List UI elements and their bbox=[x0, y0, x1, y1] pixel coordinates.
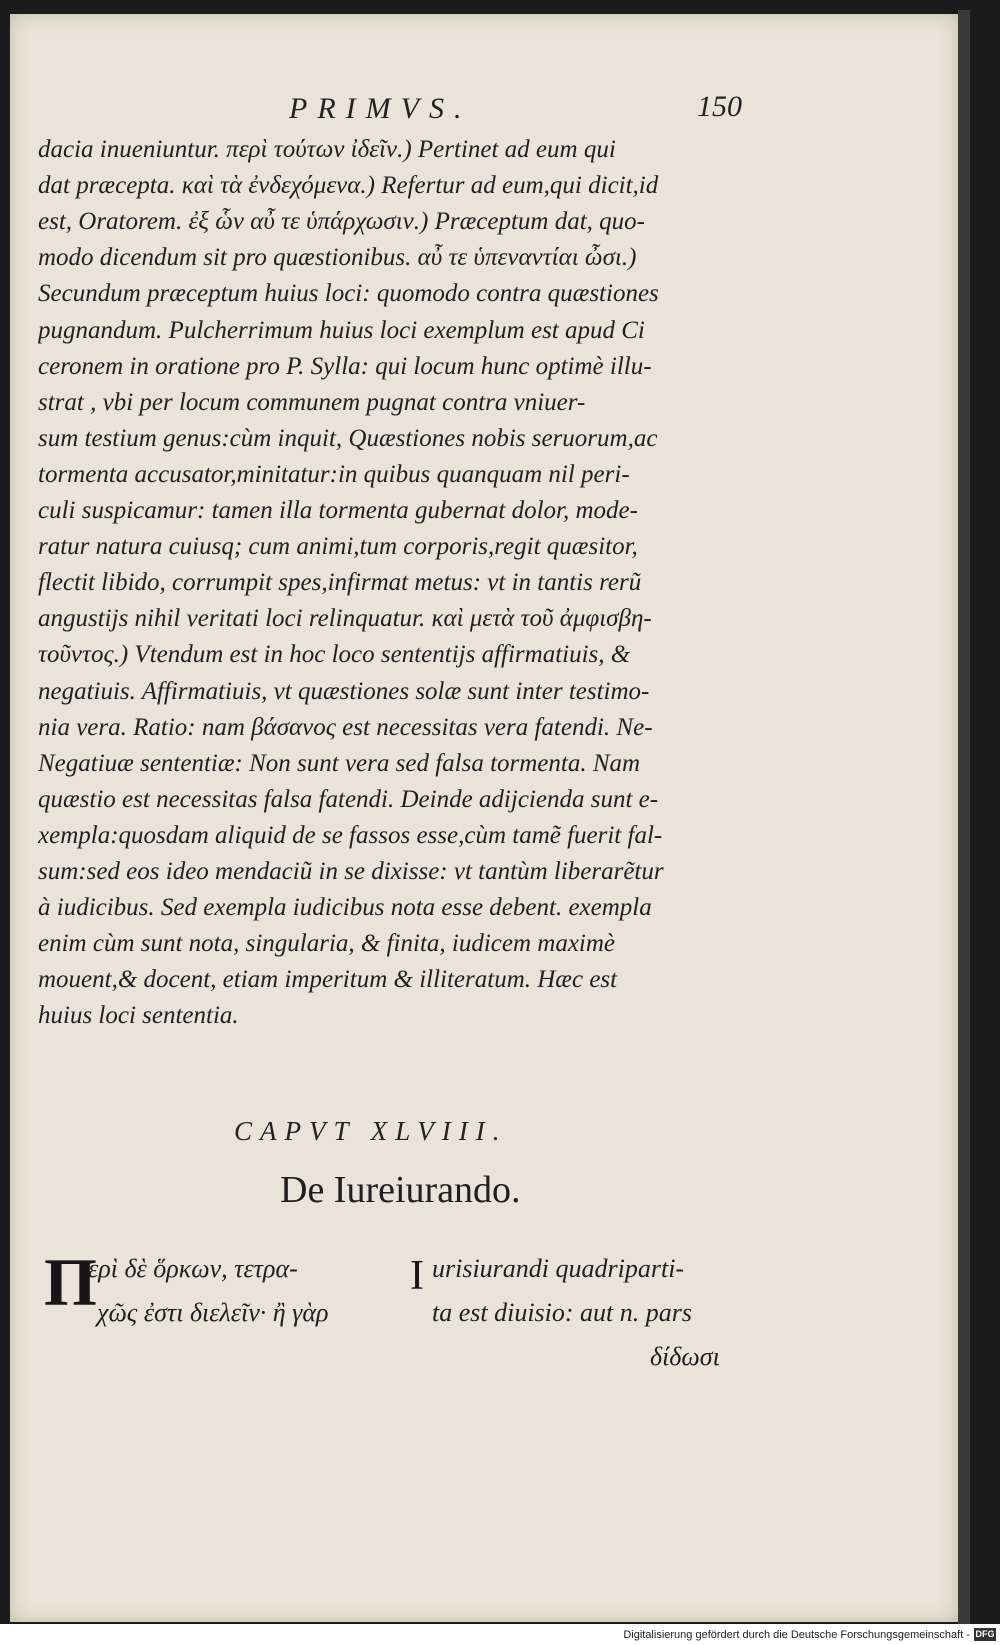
body-line: Negatiuæ sententiæ: Non sunt vera sed falsa tormenta. Nam bbox=[38, 749, 641, 777]
body-line: dat præcepta. καὶ τὰ ἐνδεχόμενα.) Refertur ad eum,qui dicit,id bbox=[38, 172, 659, 200]
greek-line: χῶς ἐστι διελεῖν· ἢ γὰρ bbox=[97, 1298, 329, 1327]
body-line: à iudicibus. Sed exempla iudicibus nota esse debent. exempla bbox=[38, 894, 652, 922]
dfg-logo: DFG bbox=[975, 1629, 995, 1639]
body-line: enim cùm sunt nota, singularia, & finita, iudicem maximè bbox=[38, 930, 616, 958]
greek-line: ερὶ δὲ ὅρκων, τετρα- bbox=[88, 1254, 298, 1283]
body-line: angustijs nihil veritati loci relinquatur. καὶ μετὰ τοῦ ἀμφισβη- bbox=[38, 605, 652, 633]
body-line: modo dicendum sit pro quæstionibus. αὖ τε ὑπεναντίαι ὦσι.) bbox=[38, 244, 637, 272]
body-line: sum:sed eos ideo mendaciũ in se dixisse: vt tantùm liberarẽtur bbox=[38, 858, 664, 885]
body-line: nia vera. Ratio: nam βάσανος est necessitas vera fatendi. Ne- bbox=[38, 713, 653, 741]
body-line: est, Oratorem. ἐξ ὧν αὖ τε ὑπάρχωσιν.) Præceptum dat, quo- bbox=[38, 208, 645, 236]
page-edge bbox=[958, 10, 970, 1624]
body-line: quæstio est necessitas falsa fatendi. Deinde adijcienda sunt e- bbox=[38, 785, 659, 813]
page-number: 150 bbox=[697, 90, 742, 123]
body-line: tormenta accusator,minitatur:in quibus quanquam nil peri- bbox=[38, 460, 630, 488]
digitization-credit: Digitalisierung gefördert durch die Deutsche Forschungsgemeinschaft - bbox=[623, 1629, 970, 1641]
body-line: huius loci sententia. bbox=[38, 1002, 239, 1030]
body-line: negatiuis. Affirmatiuis, vt quæstiones solæ sunt inter testimo- bbox=[38, 677, 650, 705]
latin-line: ta est diuisio: aut n. pars bbox=[432, 1298, 693, 1327]
body-line: culi suspicamur: tamen illa tormenta gubernat dolor, mode- bbox=[38, 497, 638, 524]
body-line: τοῦντος.) Vtendum est in hoc loco sententijs affirmatiuis, & bbox=[38, 641, 631, 669]
body-line: Secundum præceptum huius loci: quomodo contra quæstiones bbox=[38, 280, 659, 308]
section-title: De Iureiurando. bbox=[280, 1169, 521, 1211]
latin-drop-cap: I bbox=[410, 1253, 424, 1299]
body-line: ceronem in oratione pro P. Sylla: qui locum hunc optimè illu- bbox=[38, 352, 652, 380]
body-line: mouent,& docent, etiam imperitum & illiteratum. Hæc est bbox=[38, 966, 618, 994]
body-line: xempla:quosdam aliquid de se fassos esse,cùm tamẽ fuerit fal- bbox=[38, 821, 663, 849]
body-line: flectit libido, corrumpit spes,infirmat metus: vt in tantis rerũ bbox=[38, 569, 642, 597]
latin-line: δίδωσι bbox=[650, 1342, 720, 1371]
running-head: PRIMVS. bbox=[289, 92, 472, 125]
greek-drop-cap: Π bbox=[44, 1244, 97, 1320]
body-line: sum testium genus:cùm inquit, Quæstiones nobis seruorum,ac bbox=[38, 424, 658, 452]
body-line: strat , vbi per locum communem pugnat contra vniuer- bbox=[38, 388, 586, 416]
body-line: pugnandum. Pulcherrimum huius loci exemplum est apud Ci bbox=[38, 316, 645, 344]
chapter-heading: CAPVT XLVIII. bbox=[234, 1116, 508, 1146]
body-line: ratur natura cuiusq; cum animi,tum corporis,regit quæsitor, bbox=[38, 533, 638, 561]
latin-line: urisiurandi quadriparti- bbox=[432, 1254, 685, 1283]
body-line: dacia inueniuntur. περὶ τούτων ἰδεῖν.) Pertinet ad eum qui bbox=[38, 136, 616, 163]
